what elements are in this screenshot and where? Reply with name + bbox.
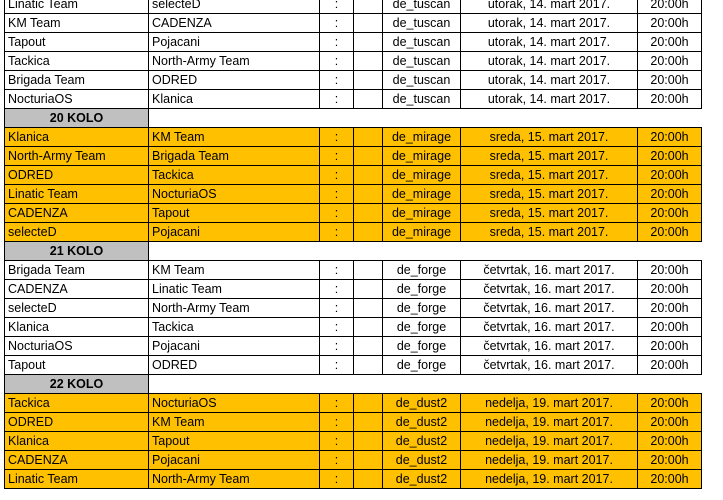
home-team-cell: Tackica	[5, 52, 149, 71]
map-cell: de_tuscan	[383, 33, 461, 52]
score-away-cell	[354, 318, 383, 337]
date-cell: utorak, 14. mart 2017.	[461, 90, 638, 109]
match-row	[5, 337, 702, 356]
time-cell: 20:00h	[638, 71, 702, 90]
away-team-cell: Pojacani	[149, 223, 320, 242]
map-cell: de_tuscan	[383, 90, 461, 109]
score-away-cell	[354, 280, 383, 299]
score-away-cell	[354, 33, 383, 52]
map-cell: de_forge	[383, 261, 461, 280]
score-separator-cell: :	[320, 185, 354, 204]
time-cell: 20:00h	[638, 318, 702, 337]
home-team-cell: CADENZA	[5, 451, 149, 470]
match-row	[5, 470, 702, 489]
date-cell: četvrtak, 16. mart 2017.	[461, 299, 638, 318]
map-cell: de_forge	[383, 280, 461, 299]
score-away-cell	[354, 166, 383, 185]
away-team-cell: Klanica	[149, 90, 320, 109]
match-row	[5, 52, 702, 71]
home-team-cell: Tapout	[5, 33, 149, 52]
time-cell: 20:00h	[638, 223, 702, 242]
away-team-cell: Tackica	[149, 166, 320, 185]
date-cell: sreda, 15. mart 2017.	[461, 166, 638, 185]
score-separator-cell: :	[320, 261, 354, 280]
match-row	[5, 394, 702, 413]
score-separator-cell: :	[320, 0, 354, 14]
score-separator-cell: :	[320, 356, 354, 375]
date-cell: četvrtak, 16. mart 2017.	[461, 318, 638, 337]
score-separator-cell: :	[320, 223, 354, 242]
home-team-cell: KM Team	[5, 14, 149, 33]
map-cell: de_mirage	[383, 128, 461, 147]
date-cell: sreda, 15. mart 2017.	[461, 147, 638, 166]
round-title: 21 KOLO	[5, 242, 149, 261]
away-team-cell: ODRED	[149, 71, 320, 90]
schedule-table	[4, 0, 702, 489]
time-cell: 20:00h	[638, 261, 702, 280]
map-cell: de_forge	[383, 337, 461, 356]
away-team-cell: Tapout	[149, 432, 320, 451]
map-cell: de_dust2	[383, 470, 461, 489]
date-cell: nedelja, 19. mart 2017.	[461, 394, 638, 413]
away-team-cell: KM Team	[149, 128, 320, 147]
home-team-cell: Klanica	[5, 318, 149, 337]
score-separator-cell: :	[320, 90, 354, 109]
score-away-cell	[354, 413, 383, 432]
away-team-cell: Linatic Team	[149, 280, 320, 299]
time-cell: 20:00h	[638, 337, 702, 356]
date-cell: sreda, 15. mart 2017.	[461, 185, 638, 204]
match-row	[5, 280, 702, 299]
home-team-cell: Brigada Team	[5, 71, 149, 90]
time-cell: 20:00h	[638, 0, 702, 14]
away-team-cell: North-Army Team	[149, 470, 320, 489]
date-cell: utorak, 14. mart 2017.	[461, 52, 638, 71]
away-team-cell: Brigada Team	[149, 147, 320, 166]
time-cell: 20:00h	[638, 33, 702, 52]
map-cell: de_dust2	[383, 432, 461, 451]
date-cell: sreda, 15. mart 2017.	[461, 204, 638, 223]
match-row	[5, 413, 702, 432]
score-away-cell	[354, 394, 383, 413]
home-team-cell: Brigada Team	[5, 261, 149, 280]
score-away-cell	[354, 261, 383, 280]
time-cell: 20:00h	[638, 204, 702, 223]
time-cell: 20:00h	[638, 432, 702, 451]
match-row	[5, 90, 702, 109]
score-away-cell	[354, 52, 383, 71]
away-team-cell: Pojacani	[149, 451, 320, 470]
home-team-cell: NocturiaOS	[5, 337, 149, 356]
map-cell: de_dust2	[383, 394, 461, 413]
home-team-cell: ODRED	[5, 166, 149, 185]
match-row	[5, 33, 702, 52]
match-row	[5, 318, 702, 337]
round-header-spacer	[149, 375, 702, 394]
home-team-cell: Klanica	[5, 128, 149, 147]
score-away-cell	[354, 71, 383, 90]
score-separator-cell: :	[320, 166, 354, 185]
date-cell: četvrtak, 16. mart 2017.	[461, 356, 638, 375]
time-cell: 20:00h	[638, 147, 702, 166]
score-away-cell	[354, 14, 383, 33]
score-away-cell	[354, 0, 383, 14]
home-team-cell: CADENZA	[5, 280, 149, 299]
score-separator-cell: :	[320, 299, 354, 318]
score-separator-cell: :	[320, 71, 354, 90]
map-cell: de_forge	[383, 299, 461, 318]
home-team-cell: Tackica	[5, 394, 149, 413]
time-cell: 20:00h	[638, 394, 702, 413]
match-row	[5, 223, 702, 242]
home-team-cell: North-Army Team	[5, 147, 149, 166]
home-team-cell: Tapout	[5, 356, 149, 375]
time-cell: 20:00h	[638, 470, 702, 489]
match-row	[5, 128, 702, 147]
time-cell: 20:00h	[638, 166, 702, 185]
home-team-cell: NocturiaOS	[5, 90, 149, 109]
match-row	[5, 147, 702, 166]
map-cell: de_tuscan	[383, 71, 461, 90]
round-header-spacer	[149, 242, 702, 261]
score-away-cell	[354, 204, 383, 223]
time-cell: 20:00h	[638, 413, 702, 432]
away-team-cell: Tapout	[149, 204, 320, 223]
score-away-cell	[354, 451, 383, 470]
date-cell: utorak, 14. mart 2017.	[461, 71, 638, 90]
score-separator-cell: :	[320, 147, 354, 166]
round-title: 20 KOLO	[5, 109, 149, 128]
score-separator-cell: :	[320, 470, 354, 489]
match-row	[5, 0, 702, 14]
score-away-cell	[354, 147, 383, 166]
time-cell: 20:00h	[638, 299, 702, 318]
date-cell: nedelja, 19. mart 2017.	[461, 432, 638, 451]
score-separator-cell: :	[320, 337, 354, 356]
map-cell: de_dust2	[383, 451, 461, 470]
score-away-cell	[354, 223, 383, 242]
home-team-cell: CADENZA	[5, 204, 149, 223]
time-cell: 20:00h	[638, 14, 702, 33]
score-separator-cell: :	[320, 413, 354, 432]
score-separator-cell: :	[320, 204, 354, 223]
match-row	[5, 166, 702, 185]
away-team-cell: ODRED	[149, 356, 320, 375]
map-cell: de_mirage	[383, 223, 461, 242]
home-team-cell: Klanica	[5, 432, 149, 451]
match-row	[5, 71, 702, 90]
schedule-body	[5, 0, 702, 489]
round-header-row	[5, 375, 702, 394]
date-cell: sreda, 15. mart 2017.	[461, 223, 638, 242]
away-team-cell: Tackica	[149, 318, 320, 337]
date-cell: utorak, 14. mart 2017.	[461, 0, 638, 14]
map-cell: de_mirage	[383, 185, 461, 204]
time-cell: 20:00h	[638, 128, 702, 147]
away-team-cell: North-Army Team	[149, 52, 320, 71]
away-team-cell: KM Team	[149, 261, 320, 280]
away-team-cell: NocturiaOS	[149, 185, 320, 204]
away-team-cell: Pojacani	[149, 337, 320, 356]
map-cell: de_tuscan	[383, 14, 461, 33]
match-row	[5, 261, 702, 280]
home-team-cell: ODRED	[5, 413, 149, 432]
time-cell: 20:00h	[638, 52, 702, 71]
score-separator-cell: :	[320, 128, 354, 147]
date-cell: četvrtak, 16. mart 2017.	[461, 280, 638, 299]
home-team-cell: Linatic Team	[5, 470, 149, 489]
date-cell: četvrtak, 16. mart 2017.	[461, 337, 638, 356]
date-cell: četvrtak, 16. mart 2017.	[461, 261, 638, 280]
date-cell: nedelja, 19. mart 2017.	[461, 413, 638, 432]
home-team-cell: selecteD	[5, 299, 149, 318]
score-away-cell	[354, 356, 383, 375]
date-cell: utorak, 14. mart 2017.	[461, 33, 638, 52]
away-team-cell: KM Team	[149, 413, 320, 432]
score-separator-cell: :	[320, 394, 354, 413]
map-cell: de_mirage	[383, 166, 461, 185]
time-cell: 20:00h	[638, 90, 702, 109]
away-team-cell: North-Army Team	[149, 299, 320, 318]
date-cell: nedelja, 19. mart 2017.	[461, 451, 638, 470]
score-away-cell	[354, 432, 383, 451]
away-team-cell: CADENZA	[149, 14, 320, 33]
score-separator-cell: :	[320, 451, 354, 470]
score-separator-cell: :	[320, 280, 354, 299]
map-cell: de_mirage	[383, 147, 461, 166]
home-team-cell: Linatic Team	[5, 0, 149, 14]
score-separator-cell: :	[320, 432, 354, 451]
time-cell: 20:00h	[638, 356, 702, 375]
score-away-cell	[354, 90, 383, 109]
match-row	[5, 432, 702, 451]
map-cell: de_tuscan	[383, 0, 461, 14]
match-row	[5, 185, 702, 204]
time-cell: 20:00h	[638, 185, 702, 204]
time-cell: 20:00h	[638, 280, 702, 299]
away-team-cell: NocturiaOS	[149, 394, 320, 413]
match-row	[5, 204, 702, 223]
away-team-cell: Pojacani	[149, 33, 320, 52]
score-away-cell	[354, 299, 383, 318]
map-cell: de_mirage	[383, 204, 461, 223]
away-team-cell: selecteD	[149, 0, 320, 14]
score-away-cell	[354, 128, 383, 147]
date-cell: sreda, 15. mart 2017.	[461, 128, 638, 147]
score-separator-cell: :	[320, 318, 354, 337]
score-away-cell	[354, 337, 383, 356]
score-separator-cell: :	[320, 33, 354, 52]
map-cell: de_tuscan	[383, 52, 461, 71]
home-team-cell: selecteD	[5, 223, 149, 242]
match-row	[5, 356, 702, 375]
time-cell: 20:00h	[638, 451, 702, 470]
match-row	[5, 451, 702, 470]
score-separator-cell: :	[320, 14, 354, 33]
score-separator-cell: :	[320, 52, 354, 71]
round-title: 22 KOLO	[5, 375, 149, 394]
map-cell: de_forge	[383, 356, 461, 375]
map-cell: de_dust2	[383, 413, 461, 432]
round-header-spacer	[149, 109, 702, 128]
match-row	[5, 14, 702, 33]
round-header-row	[5, 109, 702, 128]
map-cell: de_forge	[383, 318, 461, 337]
score-away-cell	[354, 185, 383, 204]
date-cell: utorak, 14. mart 2017.	[461, 14, 638, 33]
date-cell: nedelja, 19. mart 2017.	[461, 470, 638, 489]
round-header-row	[5, 242, 702, 261]
score-away-cell	[354, 470, 383, 489]
home-team-cell: Linatic Team	[5, 185, 149, 204]
match-row	[5, 299, 702, 318]
